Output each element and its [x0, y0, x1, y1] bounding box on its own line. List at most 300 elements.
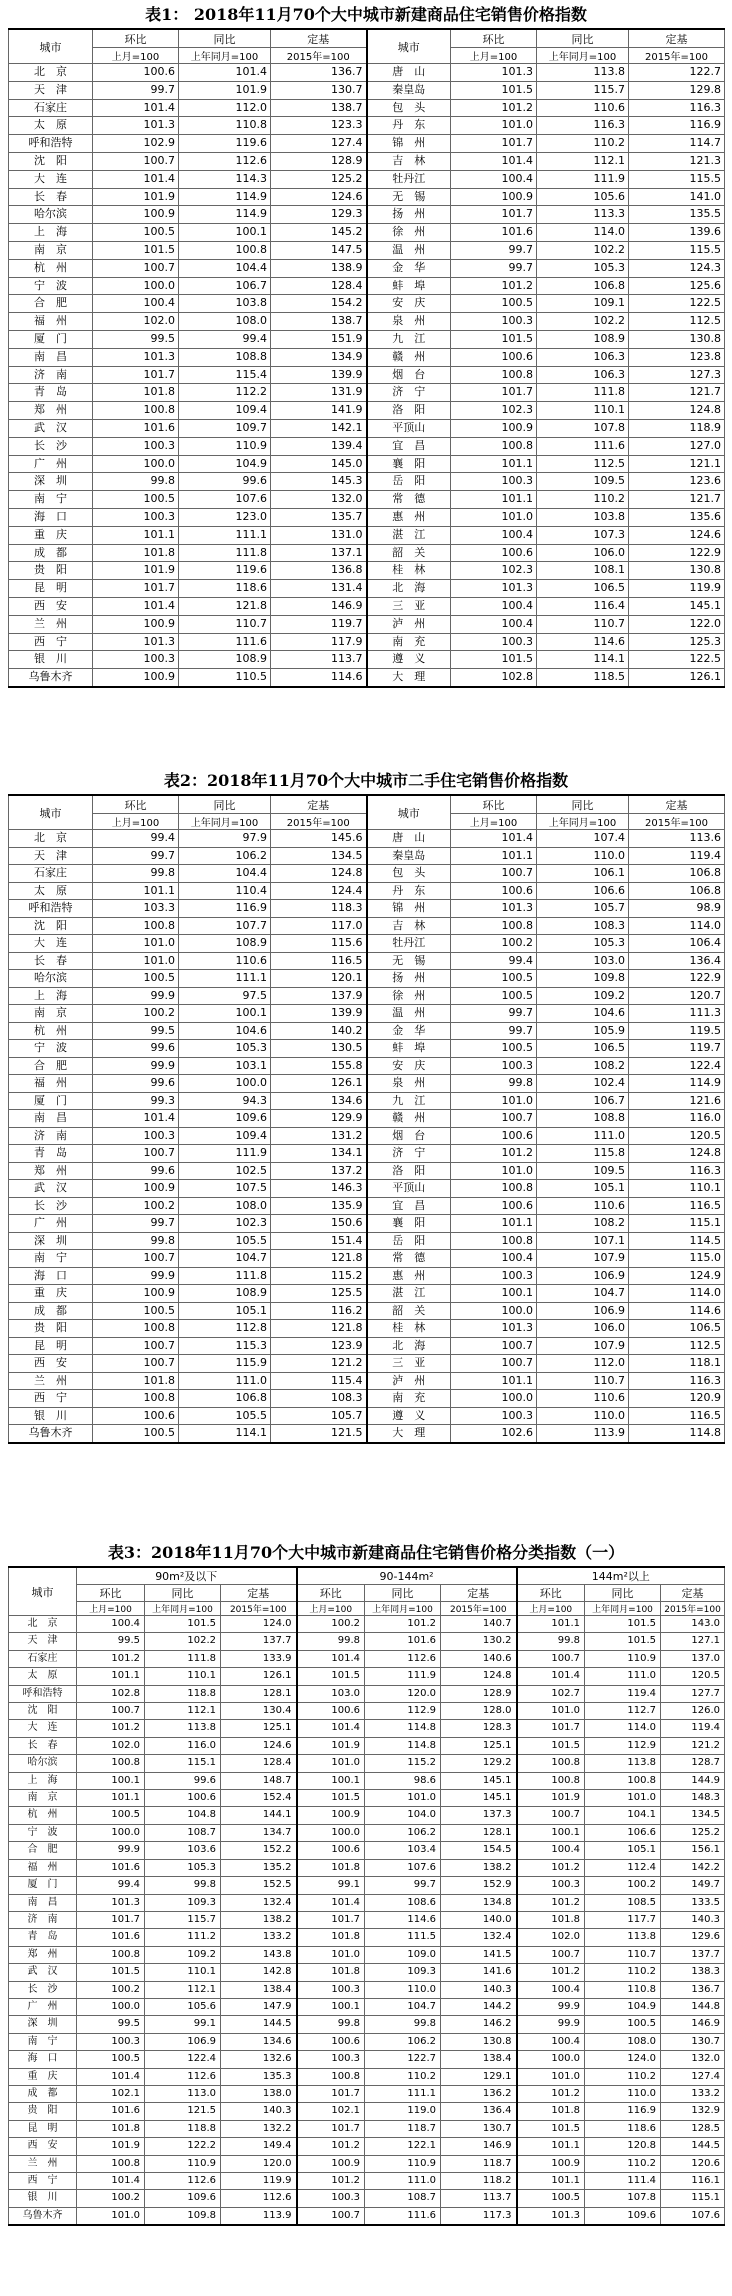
city-cell: 包 头: [367, 865, 451, 883]
index-value-cell: 100.6: [297, 2033, 365, 2050]
index-value-cell: 101.5: [451, 81, 537, 99]
table-row: [9, 64, 725, 82]
index-value-cell: 111.2: [145, 1929, 221, 1946]
index-value-cell: 104.9: [585, 1998, 661, 2015]
index-value-cell: 141.0: [629, 188, 725, 206]
city-cell: 湛 江: [367, 1285, 451, 1303]
city-cell: 西 安: [9, 1355, 93, 1373]
table3-body: [9, 1616, 725, 2226]
city-cell: 南 宁: [9, 1250, 93, 1268]
index-value-cell: 104.8: [145, 1807, 221, 1824]
table-row: [9, 2051, 725, 2068]
table-row: [9, 277, 725, 295]
index-value-cell: 105.1: [585, 1842, 661, 1859]
city-cell: 济 宁: [367, 1145, 451, 1163]
index-value-cell: 108.2: [537, 1057, 629, 1075]
index-value-cell: 102.1: [77, 2085, 145, 2102]
index-value-cell: 110.2: [585, 2155, 661, 2172]
index-value-cell: 123.8: [629, 348, 725, 366]
index-value-cell: 114.9: [629, 1075, 725, 1093]
index-value-cell: 122.4: [145, 2051, 221, 2068]
index-value-cell: 110.5: [179, 669, 271, 687]
index-value-cell: 142.2: [661, 1859, 725, 1876]
index-value-cell: 100.9: [93, 1285, 179, 1303]
city-cell: 上 海: [9, 987, 93, 1005]
index-value-cell: 106.8: [629, 865, 725, 883]
index-value-cell: 107.1: [537, 1232, 629, 1250]
index-value-cell: 106.5: [629, 1320, 725, 1338]
city-cell: 武 汉: [9, 1964, 77, 1981]
index-value-cell: 136.4: [629, 952, 725, 970]
index-value-cell: 110.9: [365, 2155, 441, 2172]
index-value-cell: 119.9: [221, 2173, 297, 2190]
index-value-cell: 99.7: [93, 81, 179, 99]
index-value-cell: 100.5: [93, 224, 179, 242]
index-value-cell: 121.2: [271, 1355, 367, 1373]
index-value-cell: 102.3: [451, 562, 537, 580]
city-cell: 济 宁: [367, 384, 451, 402]
city-cell: 乌鲁木齐: [9, 1425, 93, 1443]
index-value-cell: 101.1: [451, 491, 537, 509]
table-row: [9, 224, 725, 242]
index-value-cell: 101.4: [451, 830, 537, 848]
index-value-cell: 121.3: [629, 152, 725, 170]
index-value-cell: 116.9: [585, 2103, 661, 2120]
index-value-cell: 104.1: [585, 1807, 661, 1824]
city-cell: 上 海: [9, 1772, 77, 1789]
index-value-cell: 145.1: [441, 1790, 517, 1807]
index-value-cell: 129.3: [271, 206, 367, 224]
city-cell: 泉 州: [367, 313, 451, 331]
city-cell: 长 沙: [9, 437, 93, 455]
city-cell: 韶 关: [367, 1302, 451, 1320]
index-value-cell: 101.5: [297, 1668, 365, 1685]
index-value-cell: 116.1: [661, 2173, 725, 2190]
city-cell: 海 口: [9, 1267, 93, 1285]
index-value-cell: 113.8: [145, 1720, 221, 1737]
city-cell: 岳 阳: [367, 1232, 451, 1250]
index-value-cell: 99.6: [145, 1772, 221, 1789]
index-value-cell: 101.4: [297, 1650, 365, 1667]
index-value-cell: 100.3: [93, 508, 179, 526]
index-value-cell: 100.7: [77, 1703, 145, 1720]
table-row: [9, 1267, 725, 1285]
index-value-cell: 100.6: [451, 1127, 537, 1145]
index-value-cell: 100.7: [517, 1807, 585, 1824]
index-value-cell: 118.6: [179, 580, 271, 598]
index-value-cell: 101.4: [93, 1110, 179, 1128]
index-value-cell: 103.0: [297, 1685, 365, 1702]
index-value-cell: 103.0: [537, 952, 629, 970]
city-cell: 济 南: [9, 1127, 93, 1145]
city-cell: 长 春: [9, 188, 93, 206]
city-cell: 石家庄: [9, 1650, 77, 1667]
city-cell: 西 宁: [9, 2173, 77, 2190]
index-value-cell: 100.1: [77, 1772, 145, 1789]
index-value-cell: 101.4: [297, 1720, 365, 1737]
index-value-cell: 140.3: [221, 2103, 297, 2120]
index-value-cell: 100.5: [517, 2190, 585, 2207]
city-cell: 青 岛: [9, 1145, 93, 1163]
index-value-cell: 115.0: [629, 1250, 725, 1268]
index-value-cell: 101.9: [297, 1737, 365, 1754]
city-cell: 石家庄: [9, 99, 93, 117]
index-value-cell: 100.7: [451, 1337, 537, 1355]
city-cell: 重 庆: [9, 1285, 93, 1303]
index-value-cell: 155.8: [271, 1057, 367, 1075]
city-cell: 郑 州: [9, 1946, 77, 1963]
index-value-cell: 125.2: [661, 1824, 725, 1841]
index-value-cell: 108.5: [585, 1894, 661, 1911]
index-value-cell: 137.7: [221, 1633, 297, 1650]
table1-yoy-header-right: 同比: [537, 29, 629, 48]
index-value-cell: 101.7: [451, 135, 537, 153]
table1-mom-header-left: 环比: [93, 29, 179, 48]
index-value-cell: 105.1: [537, 1180, 629, 1198]
index-value-cell: 124.8: [271, 865, 367, 883]
index-value-cell: 100.0: [297, 1824, 365, 1841]
city-cell: 深 圳: [9, 2016, 77, 2033]
index-value-cell: 135.2: [221, 1859, 297, 1876]
index-value-cell: 98.9: [629, 900, 725, 918]
city-cell: 洛 阳: [367, 1162, 451, 1180]
index-value-cell: 123.6: [629, 473, 725, 491]
index-value-cell: 107.8: [585, 2190, 661, 2207]
city-cell: 沈 阳: [9, 152, 93, 170]
index-value-cell: 100.8: [93, 402, 179, 420]
index-value-cell: 146.9: [661, 2016, 725, 2033]
index-value-cell: 122.2: [145, 2138, 221, 2155]
table2-block: [8, 768, 724, 1444]
index-value-cell: 115.2: [271, 1267, 367, 1285]
table3-base-sub-g3: 2015年=100: [661, 1602, 725, 1616]
city-cell: 南 宁: [9, 2033, 77, 2050]
index-value-cell: 100.5: [77, 1807, 145, 1824]
index-value-cell: 111.6: [179, 633, 271, 651]
index-value-cell: 99.6: [179, 473, 271, 491]
index-value-cell: 146.9: [441, 2138, 517, 2155]
index-value-cell: 111.3: [629, 1005, 725, 1023]
index-value-cell: 101.8: [517, 1911, 585, 1928]
index-value-cell: 110.6: [537, 1390, 629, 1408]
index-value-cell: 100.0: [93, 277, 179, 295]
index-value-cell: 128.3: [441, 1720, 517, 1737]
index-value-cell: 112.6: [179, 152, 271, 170]
index-value-cell: 101.7: [297, 2120, 365, 2137]
city-cell: 三 亚: [367, 597, 451, 615]
index-value-cell: 133.2: [661, 2085, 725, 2102]
index-value-cell: 102.3: [179, 1215, 271, 1233]
table-row: [9, 1720, 725, 1737]
index-value-cell: 101.7: [93, 580, 179, 598]
city-cell: 贵 阳: [9, 562, 93, 580]
index-value-cell: 106.8: [179, 1390, 271, 1408]
index-value-cell: 101.8: [93, 1372, 179, 1390]
table3-yoy-header-g1: 同比: [145, 1585, 221, 1602]
index-value-cell: 101.4: [93, 170, 179, 188]
index-value-cell: 121.7: [629, 384, 725, 402]
index-value-cell: 114.6: [365, 1911, 441, 1928]
index-value-cell: 106.2: [365, 2033, 441, 2050]
index-value-cell: 147.9: [221, 1998, 297, 2015]
table-row: [9, 1807, 725, 1824]
index-value-cell: 130.8: [629, 330, 725, 348]
index-value-cell: 119.6: [179, 562, 271, 580]
index-value-cell: 119.0: [365, 2103, 441, 2120]
index-value-cell: 128.4: [221, 1755, 297, 1772]
index-value-cell: 148.7: [221, 1772, 297, 1789]
index-value-cell: 99.9: [93, 1267, 179, 1285]
index-value-cell: 100.3: [93, 651, 179, 669]
index-value-cell: 101.5: [93, 241, 179, 259]
index-value-cell: 100.5: [93, 1302, 179, 1320]
city-cell: 北 京: [9, 64, 93, 82]
table3-base-header-g1: 定基: [221, 1585, 297, 1602]
city-cell: 青 岛: [9, 1929, 77, 1946]
index-value-cell: 99.4: [451, 952, 537, 970]
index-value-cell: 112.6: [145, 2068, 221, 2085]
index-value-cell: 108.6: [365, 1894, 441, 1911]
index-value-cell: 100.4: [451, 1250, 537, 1268]
index-value-cell: 110.2: [585, 1964, 661, 1981]
index-value-cell: 101.0: [451, 508, 537, 526]
index-value-cell: 101.3: [451, 900, 537, 918]
city-cell: 宁 波: [9, 1040, 93, 1058]
city-cell: 秦皇岛: [367, 81, 451, 99]
city-cell: 长 春: [9, 1737, 77, 1754]
index-value-cell: 107.7: [179, 917, 271, 935]
index-value-cell: 104.6: [179, 1022, 271, 1040]
index-value-cell: 101.7: [77, 1911, 145, 1928]
index-value-cell: 112.6: [145, 2173, 221, 2190]
index-value-cell: 101.7: [297, 2085, 365, 2102]
index-value-cell: 101.1: [451, 1215, 537, 1233]
city-cell: 广 州: [9, 1998, 77, 2015]
index-value-cell: 128.5: [661, 2120, 725, 2137]
table-row: [9, 580, 725, 598]
index-value-cell: 100.3: [451, 1267, 537, 1285]
index-value-cell: 151.9: [271, 330, 367, 348]
index-value-cell: 112.7: [585, 1703, 661, 1720]
index-value-cell: 100.0: [179, 1075, 271, 1093]
city-cell: 温 州: [367, 1005, 451, 1023]
city-cell: 遵 义: [367, 1407, 451, 1425]
city-cell: 吉 林: [367, 152, 451, 170]
index-value-cell: 116.2: [271, 1302, 367, 1320]
index-value-cell: 100.7: [517, 1946, 585, 1963]
city-cell: 呼和浩特: [9, 900, 93, 918]
city-cell: 广 州: [9, 1215, 93, 1233]
index-value-cell: 99.7: [451, 259, 537, 277]
index-value-cell: 106.1: [537, 865, 629, 883]
index-value-cell: 150.6: [271, 1215, 367, 1233]
index-value-cell: 121.8: [179, 597, 271, 615]
table-row: [9, 170, 725, 188]
index-value-cell: 139.9: [271, 366, 367, 384]
city-cell: 重 庆: [9, 2068, 77, 2085]
city-cell: 南 昌: [9, 1894, 77, 1911]
index-value-cell: 134.6: [221, 2033, 297, 2050]
index-value-cell: 99.7: [365, 1877, 441, 1894]
table-row: [9, 1929, 725, 1946]
index-value-cell: 119.7: [271, 615, 367, 633]
index-value-cell: 106.3: [537, 348, 629, 366]
index-value-cell: 100.1: [179, 1005, 271, 1023]
city-cell: 岳 阳: [367, 473, 451, 491]
index-value-cell: 137.3: [441, 1807, 517, 1824]
table2-city-header-right: 城市: [367, 795, 451, 830]
index-value-cell: 101.2: [517, 1894, 585, 1911]
index-value-cell: 108.7: [365, 2190, 441, 2207]
index-value-cell: 110.2: [537, 491, 629, 509]
index-value-cell: 101.3: [77, 1894, 145, 1911]
index-value-cell: 106.5: [537, 1040, 629, 1058]
index-value-cell: 101.4: [297, 1894, 365, 1911]
index-value-cell: 116.4: [537, 597, 629, 615]
index-value-cell: 118.7: [441, 2155, 517, 2172]
index-value-cell: 113.7: [441, 2190, 517, 2207]
index-value-cell: 99.6: [93, 1040, 179, 1058]
index-value-cell: 99.5: [77, 1633, 145, 1650]
index-value-cell: 129.1: [441, 2068, 517, 2085]
index-value-cell: 140.7: [441, 1616, 517, 1633]
table-row: [9, 2103, 725, 2120]
index-value-cell: 101.2: [451, 277, 537, 295]
index-value-cell: 110.6: [537, 99, 629, 117]
table3-group-small-header: 90m²及以下: [77, 1567, 297, 1585]
index-value-cell: 103.3: [93, 900, 179, 918]
index-value-cell: 122.5: [629, 295, 725, 313]
index-value-cell: 112.0: [537, 1355, 629, 1373]
city-cell: 包 头: [367, 99, 451, 117]
index-value-cell: 99.5: [77, 2016, 145, 2033]
index-value-cell: 109.3: [145, 1894, 221, 1911]
table-row: [9, 1092, 725, 1110]
city-cell: 北 海: [367, 1337, 451, 1355]
index-value-cell: 111.9: [179, 1145, 271, 1163]
index-value-cell: 131.4: [271, 580, 367, 598]
city-cell: 锦 州: [367, 900, 451, 918]
index-value-cell: 106.0: [537, 544, 629, 562]
city-cell: 大 理: [367, 669, 451, 687]
index-value-cell: 138.7: [271, 313, 367, 331]
index-value-cell: 119.9: [629, 580, 725, 598]
index-value-cell: 140.3: [661, 1911, 725, 1928]
index-value-cell: 124.6: [221, 1737, 297, 1754]
index-value-cell: 100.5: [451, 295, 537, 313]
table-row: [9, 633, 725, 651]
index-value-cell: 110.9: [585, 1650, 661, 1667]
city-cell: 南 充: [367, 633, 451, 651]
index-value-cell: 100.4: [451, 170, 537, 188]
table2-yoy-header-right: 同比: [537, 795, 629, 814]
city-cell: 乌鲁木齐: [9, 669, 93, 687]
index-value-cell: 116.3: [629, 99, 725, 117]
index-value-cell: 114.6: [629, 1302, 725, 1320]
table-row: [9, 473, 725, 491]
index-value-cell: 128.4: [271, 277, 367, 295]
city-cell: 徐 州: [367, 987, 451, 1005]
index-value-cell: 124.0: [221, 1616, 297, 1633]
index-value-cell: 105.7: [537, 900, 629, 918]
city-cell: 杭 州: [9, 1022, 93, 1040]
city-cell: 丹 东: [367, 882, 451, 900]
index-value-cell: 113.7: [271, 651, 367, 669]
city-cell: 昆 明: [9, 1337, 93, 1355]
index-value-cell: 130.8: [629, 562, 725, 580]
index-value-cell: 99.8: [93, 1232, 179, 1250]
table3-yoy-sub-g3: 上年同月=100: [585, 1602, 661, 1616]
index-value-cell: 101.0: [77, 2207, 145, 2225]
city-cell: 郑 州: [9, 402, 93, 420]
index-value-cell: 100.5: [451, 987, 537, 1005]
table1-mom-header-right: 环比: [451, 29, 537, 48]
city-cell: 泸 州: [367, 615, 451, 633]
index-value-cell: 132.4: [221, 1894, 297, 1911]
city-cell: 北 海: [367, 580, 451, 598]
index-value-cell: 102.0: [77, 1737, 145, 1754]
index-value-cell: 106.6: [585, 1824, 661, 1841]
index-value-cell: 105.6: [537, 188, 629, 206]
index-value-cell: 128.9: [441, 1685, 517, 1702]
index-value-cell: 144.8: [661, 1998, 725, 2015]
index-value-cell: 129.8: [629, 81, 725, 99]
city-cell: 桂 林: [367, 562, 451, 580]
index-value-cell: 119.4: [585, 1685, 661, 1702]
index-value-cell: 100.3: [77, 2033, 145, 2050]
index-value-cell: 101.4: [517, 1668, 585, 1685]
index-value-cell: 100.1: [297, 1772, 365, 1789]
index-value-cell: 100.6: [451, 348, 537, 366]
index-value-cell: 100.7: [517, 1650, 585, 1667]
index-value-cell: 138.4: [221, 1981, 297, 1998]
index-value-cell: 100.5: [585, 2016, 661, 2033]
index-value-cell: 122.4: [629, 1057, 725, 1075]
index-value-cell: 102.8: [451, 669, 537, 687]
table-row: [9, 987, 725, 1005]
index-value-cell: 152.9: [441, 1877, 517, 1894]
table-row: [9, 1075, 725, 1093]
index-value-cell: 106.8: [629, 882, 725, 900]
table-row: [9, 526, 725, 544]
index-value-cell: 100.2: [451, 935, 537, 953]
city-cell: 南 充: [367, 1390, 451, 1408]
index-value-cell: 127.3: [629, 366, 725, 384]
index-value-cell: 112.5: [629, 313, 725, 331]
city-cell: 大 连: [9, 170, 93, 188]
index-value-cell: 108.0: [179, 1197, 271, 1215]
index-value-cell: 107.3: [537, 526, 629, 544]
index-value-cell: 114.9: [179, 206, 271, 224]
index-value-cell: 133.2: [221, 1929, 297, 1946]
index-value-cell: 106.9: [537, 1302, 629, 1320]
index-value-cell: 110.8: [179, 117, 271, 135]
index-value-cell: 127.4: [661, 2068, 725, 2085]
index-value-cell: 99.4: [179, 330, 271, 348]
index-value-cell: 100.3: [451, 1407, 537, 1425]
index-value-cell: 125.6: [629, 277, 725, 295]
index-value-cell: 100.8: [585, 1772, 661, 1789]
table1: [8, 28, 725, 688]
index-value-cell: 99.8: [365, 2016, 441, 2033]
index-value-cell: 101.9: [179, 81, 271, 99]
table-row: [9, 1668, 725, 1685]
index-value-cell: 116.5: [271, 952, 367, 970]
index-value-cell: 144.9: [661, 1772, 725, 1789]
index-value-cell: 109.1: [537, 295, 629, 313]
index-value-cell: 136.7: [271, 64, 367, 82]
index-value-cell: 100.7: [297, 2207, 365, 2225]
